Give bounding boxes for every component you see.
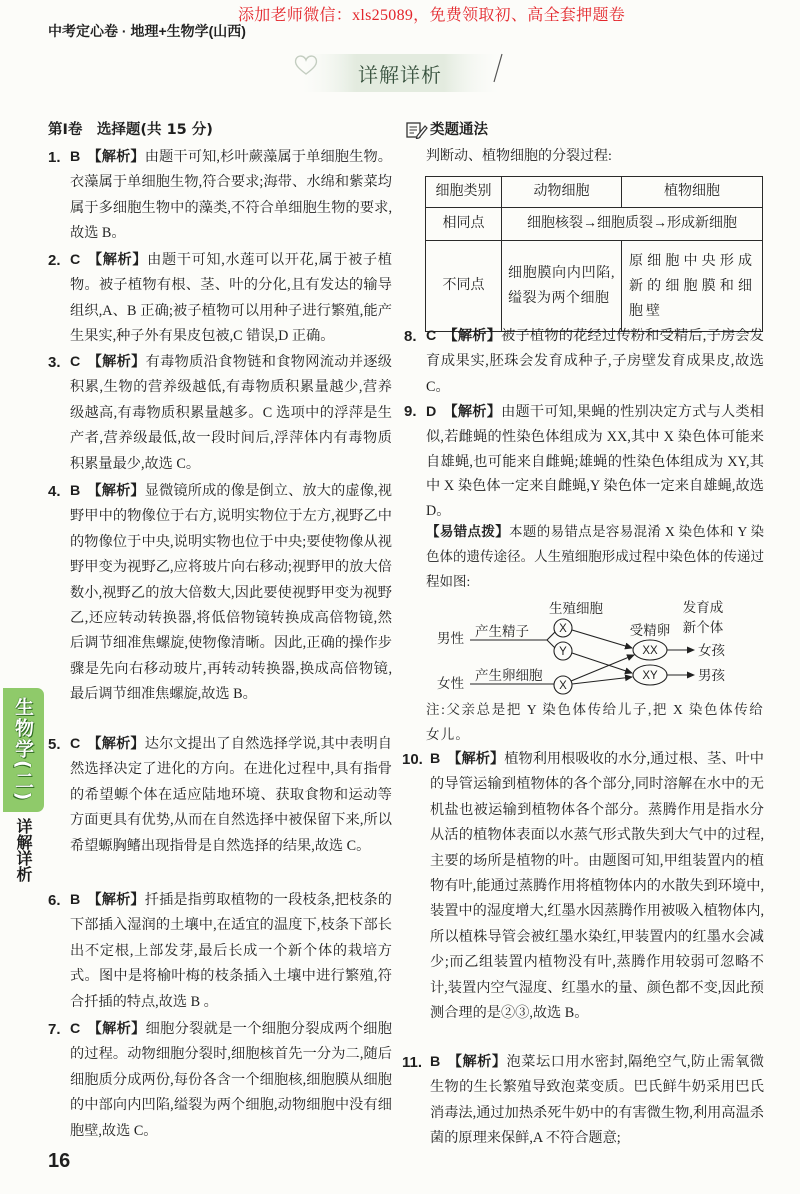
answer-item-6 xyxy=(48,888,392,1015)
analysis-tag: 【解析】 xyxy=(443,328,502,344)
animal-cell-difference: 细胞膜向内凹陷,缢裂为两个细胞 xyxy=(502,241,622,332)
analysis-tag: 【解析】 xyxy=(87,252,148,268)
item-number: 4. xyxy=(48,483,61,500)
diagram-note: 注:父亲总是把 Y 染色体传给儿子,把 X 染色体传给女儿。 xyxy=(426,702,764,742)
sperm-y-symbol: Y xyxy=(559,646,567,658)
answer-item-2 xyxy=(48,248,392,350)
analysis-text: 被子植物的花经过传粉和受精后,子房会发育成果实,胚珠会发育成种子,子房壁发育成果皮,故选 C。 xyxy=(426,328,764,395)
pen-note-icon xyxy=(406,121,428,139)
page-number: 16 xyxy=(48,1150,71,1172)
side-section-label: 详解详析 xyxy=(14,818,33,882)
answer-item-4 xyxy=(48,479,392,708)
item-body xyxy=(70,888,392,1015)
analysis-text: 有毒物质沿食物链和食物网流动并逐级积累,生物的营养级越低,有毒物质积累量越少,营养级越高,有毒物质积累量越多。C 选项中的浮萍是生产者,营养级最低,故一段时间后,浮萍体内有毒物质积累量最少,故选 C。 xyxy=(70,354,392,472)
item-number: 11. xyxy=(402,1054,423,1071)
answer-item-9 xyxy=(404,400,764,524)
item-number: 1. xyxy=(48,149,61,166)
new-individual-label: 新个体 xyxy=(682,620,724,635)
shared-process-cell: 细胞核裂→细胞质裂→形成新细胞 xyxy=(502,208,763,241)
develop-label: 发育成 xyxy=(682,600,724,615)
section-title: 详解详析 xyxy=(358,63,442,87)
girl-label: 女孩 xyxy=(698,643,725,658)
item-body xyxy=(430,747,764,1026)
cell-division-comparison-table xyxy=(425,176,763,332)
table-row xyxy=(426,241,763,332)
answer-item-5 xyxy=(48,732,392,859)
item-body xyxy=(70,732,392,859)
pen-shape xyxy=(417,126,428,139)
answer-letter: C xyxy=(70,736,81,752)
answer-letter: D xyxy=(426,404,437,420)
arrow-egg-x-to-xx xyxy=(571,655,634,681)
answer-letter: B xyxy=(70,483,81,499)
arrow-sperm-y-to-xy xyxy=(572,653,632,673)
analysis-text: 泡菜坛口用水密封,隔绝空气,防止需氧微生物的生长繁殖导致泡菜变质。巴氏鲜牛奶采用巴氏消毒法,通过加热杀死牛奶中的有害微生物,利用高温杀菌的原理来保鲜,A 不符合题意; xyxy=(430,1054,764,1147)
answer-letter: C xyxy=(70,354,81,370)
part-heading: 第Ⅰ卷 选择题(共 15 分) xyxy=(48,122,213,138)
item-body xyxy=(70,145,392,247)
answer-item-11 xyxy=(404,1050,764,1152)
answer-item-3 xyxy=(48,350,392,477)
answer-letter: C xyxy=(70,252,81,268)
item-number: 9. xyxy=(404,403,417,420)
analysis-text: 由题干可知,水莲可以开花,属于被子植物。被子植物有根、茎、叶的分化,且有发达的输导组织,A、B 正确;被子植物可以用种子进行繁殖,能产生果实,种子外有果皮包被,C 错误,D 正确。 xyxy=(70,252,392,345)
item-number: 2. xyxy=(48,252,61,269)
analysis-tag: 【解析】 xyxy=(87,354,146,370)
item-body xyxy=(70,1017,392,1144)
table-header-cell: 植物细胞 xyxy=(622,177,763,208)
common-mistake-tip xyxy=(426,519,764,594)
method-box-title: 类题通法 xyxy=(430,122,488,138)
method-box-intro: 判断动、植物细胞的分裂过程: xyxy=(426,149,612,164)
chromosome-inheritance-diagram xyxy=(404,592,764,697)
table-header-cell: 动物细胞 xyxy=(502,177,622,208)
item-number: 3. xyxy=(48,354,61,371)
produce-egg-label: 产生卵细胞 xyxy=(475,668,543,683)
answer-item-10 xyxy=(404,747,764,1026)
arrow-egg-x-to-xy xyxy=(572,677,632,684)
analysis-text: 植物利用根吸收的水分,通过根、茎、叶中的导管运输到植物体的各个部分,同时溶解在水中的无机盐也被运输到植物体各个部分。蒸腾作用是指水分从活的植物体表面以水蒸气形式散失到大气中的过程,主要的场所是植物的叶。由题图可知,甲组装置内的植物有叶,能通过蒸腾作用将植物体内的水散失到环境中,装置中的湿度增大,红墨水因蒸腾作用被吸入植物体内,所以植株导管会被红墨水染红,甲装置内的红墨水会减少;而乙组装置内植物没有叶,蒸腾作用较弱可忽略不计,装置内空气湿度、红墨水的量、颜色都不变,因此预测合理的是②③,故选 B。 xyxy=(430,751,764,1022)
answer-item-8 xyxy=(404,324,764,400)
promo-banner-text: 添加老师微信：xls25089，免费领取初、高全套押题卷 xyxy=(238,7,626,24)
produce-sperm-label: 产生精子 xyxy=(475,624,529,639)
analysis-text: 由题干可知,果蝇的性别决定方式与人类相似,若雌蝇的性染色体组成为 XX,其中 X 染色体可能来自雄蝇,也可能来自雌蝇;雄蝇的性染色体组成为 XY,其中 X 染色体一定来自雌蝇,Y 染色体一定来自雄蝇,故选 D。 xyxy=(426,404,764,520)
item-number: 5. xyxy=(48,736,61,753)
item-body xyxy=(426,400,764,524)
item-number: 10. xyxy=(402,751,423,768)
answer-letter: C xyxy=(426,328,437,344)
zygote-xy-symbol: XY xyxy=(642,670,658,682)
tip-text: 本题的易错点是容易混淆 X 染色体和 Y 染色体的遗传途径。人生殖细胞形成过程中染色体的传递过程如图: xyxy=(426,524,765,589)
analysis-text: 扦插是指剪取植物的一段枝条,把枝条的下部插入湿润的土壤中,在适宜的温度下,枝条下部长出不定根,上部发芽,最后长成一个新个体的栽培方式。图中是将榆叶梅的枝条插入土壤中进行繁殖,符合扦插的特点,故选 B 。 xyxy=(70,892,392,1010)
analysis-tag: 【解析】 xyxy=(87,483,145,499)
book-title: 中考定心卷 · 地理+生物学(山西) xyxy=(48,23,246,39)
answer-item-7 xyxy=(48,1017,392,1144)
analysis-tag: 【解析】 xyxy=(87,736,145,752)
analysis-text: 显微镜所成的像是倒立、放大的虚像,视野甲中的物像位于右方,说明实物位于左方,视野乙中的物像位于中央,说明实物也位于中央;要使物像从视野甲变为视野乙,应将玻片向右移动;视野甲的放大倍数小,视野乙的放大倍数大,因此要使视野甲变为视野乙,还应转动转换器,将低倍物镜转换成高倍物镜,然后调节细准焦螺旋,使物像清晰。因此,正确的操作步骤是先向右移动玻片,再转动转换器,换成高倍物镜,最后调节细准焦螺旋,故选 B。 xyxy=(70,483,392,703)
answer-letter: C xyxy=(70,1021,81,1037)
analysis-tag: 【解析】 xyxy=(87,1021,146,1037)
item-body xyxy=(70,350,392,477)
analysis-tag: 【解析】 xyxy=(447,751,505,767)
analysis-tag: 【解析】 xyxy=(443,404,502,420)
row-label-cell: 不同点 xyxy=(426,241,502,332)
item-body xyxy=(70,248,392,350)
sperm-branch-x xyxy=(547,632,555,640)
answer-letter: B xyxy=(430,1054,441,1070)
item-number: 8. xyxy=(404,328,417,345)
subject-tab-label: 生物学(二) xyxy=(12,697,34,803)
analysis-text: 细胞分裂就是一个细胞分裂成两个细胞的过程。动物细胞分裂时,细胞核首先一分为二,随后细胞质分成两份,每份各含一个细胞核,细胞膜从细胞的中部向内凹陷,缢裂为两个细胞,动物细胞中没有细胞壁,故选 C。 xyxy=(70,1021,392,1139)
analysis-tag: 【解析】 xyxy=(87,149,145,165)
item-body xyxy=(430,1050,764,1152)
answer-letter: B xyxy=(430,751,441,767)
analysis-tag: 【解析】 xyxy=(447,1054,507,1070)
tip-tag: 【易错点拨】 xyxy=(426,524,510,539)
answer-letter: B xyxy=(70,892,81,908)
item-number: 6. xyxy=(48,892,61,909)
female-label: 女性 xyxy=(437,676,464,691)
sperm-x-symbol: X xyxy=(559,623,567,635)
item-number: 7. xyxy=(48,1021,61,1038)
analysis-text: 达尔文提出了自然选择学说,其中表明自然选择决定了进化的方向。在进化过程中,具有指骨的希望螈个体在适应陆地环境、获取食物和运动等方面更具有优势,从而在自然选择中被保留下来,所以希望螈胸鳍出现指骨是自然选择的结果,故选 C。 xyxy=(70,736,392,854)
table-header-cell: 细胞类别 xyxy=(426,177,502,208)
row-label-cell: 相同点 xyxy=(426,208,502,241)
table-row xyxy=(426,208,763,241)
germ-cells-label: 生殖细胞 xyxy=(549,601,603,616)
male-label: 男性 xyxy=(437,631,464,646)
egg-x-symbol: X xyxy=(559,680,567,692)
boy-label: 男孩 xyxy=(698,668,725,683)
zygote-xx-symbol: XX xyxy=(642,645,658,657)
answer-item-1 xyxy=(48,145,392,247)
subject-tab xyxy=(3,688,44,812)
item-body xyxy=(70,479,392,708)
analysis-text: 由题干可知,杉叶蕨藻属于单细胞生物。衣藻属于单细胞生物,符合要求;海带、水绵和紫菜均属于多细胞生物中的藻类,不符合单细胞生物的要求,故选 B。 xyxy=(70,149,392,242)
arrow-sperm-x-to-xx xyxy=(572,630,632,648)
sperm-branch-y xyxy=(547,640,555,648)
item-body xyxy=(426,324,764,400)
analysis-tag: 【解析】 xyxy=(87,892,145,908)
answer-letter: B xyxy=(70,149,81,165)
plant-cell-difference: 原细胞中央形成新的细胞膜和细胞壁 xyxy=(622,241,763,332)
table-header-row xyxy=(426,177,763,208)
zygote-label: 受精卵 xyxy=(629,623,671,638)
